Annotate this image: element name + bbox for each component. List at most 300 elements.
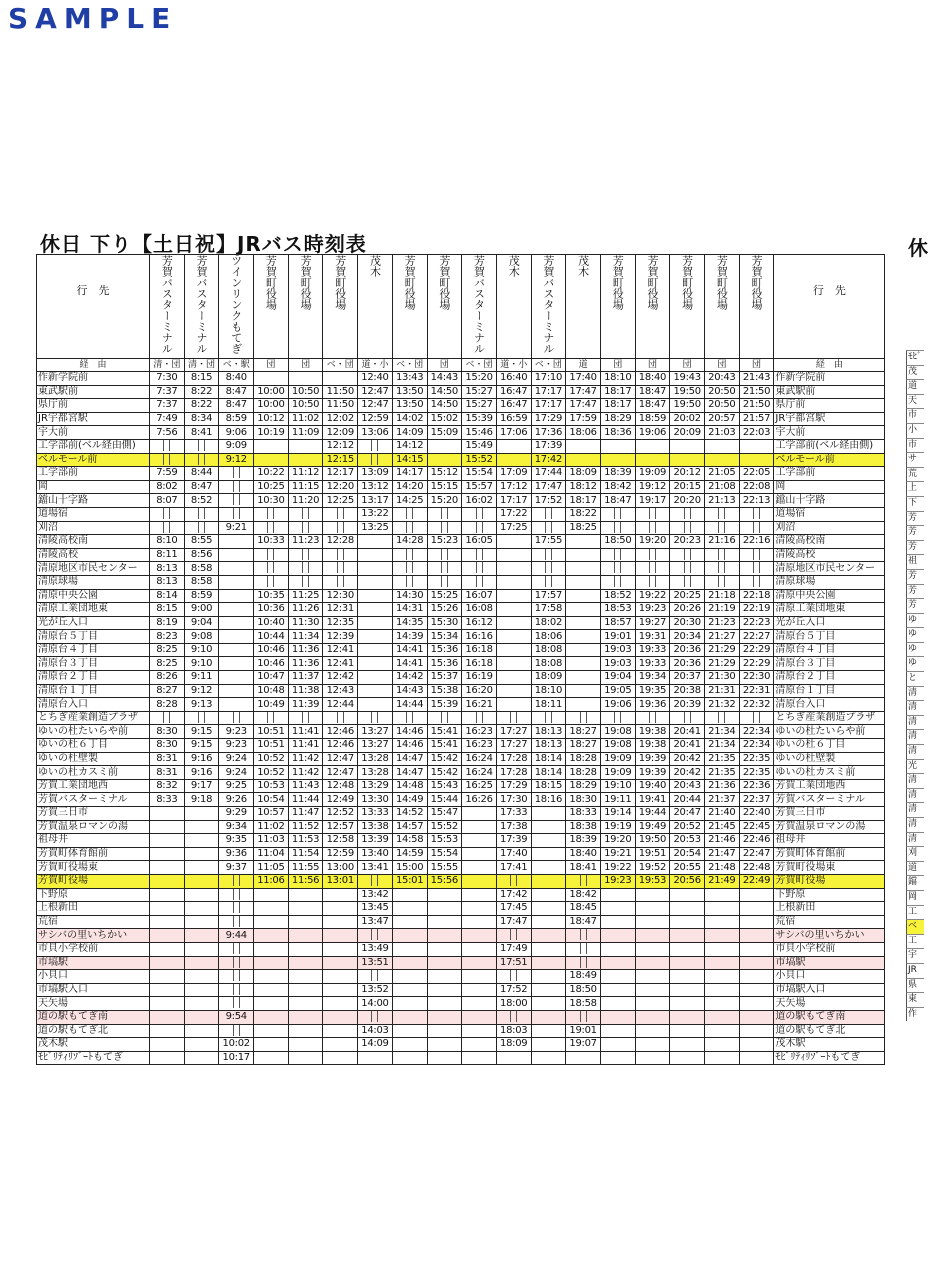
departure-time: 22:40 [739, 807, 774, 821]
departure-time [150, 997, 185, 1011]
departure-time [531, 807, 566, 821]
departure-time: 13:51 [358, 956, 393, 970]
departure-time: 12:42 [323, 671, 358, 685]
departure-time: 20:56 [670, 874, 705, 888]
stop-name-right: ゆいの杜６丁目 [774, 739, 885, 753]
departure-time: 9:17 [184, 779, 219, 793]
pass-through-mark [566, 929, 601, 943]
stop-name-right: 芳賀三日市 [774, 807, 885, 821]
departure-time: 10:57 [254, 807, 289, 821]
departure-time [462, 929, 497, 943]
departure-time: 11:53 [288, 834, 323, 848]
table-row [37, 1010, 885, 1024]
departure-time [635, 888, 670, 902]
departure-time: 18:40 [635, 372, 670, 386]
departure-time: 18:29 [600, 412, 635, 426]
pass-through-mark [219, 997, 254, 1011]
departure-time: 9:34 [219, 820, 254, 834]
pass-through-icon [233, 712, 240, 723]
next-page-stop-fragment: 鐺 [906, 875, 924, 890]
pass-through-icon [441, 576, 448, 587]
departure-time: 9:54 [219, 1010, 254, 1024]
departure-time: 20:55 [670, 861, 705, 875]
departure-time: 19:06 [600, 698, 635, 712]
pass-through-mark [219, 1024, 254, 1038]
departure-time: 22:29 [739, 657, 774, 671]
departure-time: 10:19 [254, 426, 289, 440]
pass-through-mark [739, 575, 774, 589]
departure-time: 17:47 [566, 385, 601, 399]
pass-through-icon [753, 562, 760, 573]
departure-time [288, 902, 323, 916]
table-row [37, 1038, 885, 1052]
departure-time: 10:25 [254, 480, 289, 494]
next-page-stop-fragment: 清 [906, 788, 924, 803]
departure-time [427, 997, 462, 1011]
departure-time [670, 1038, 705, 1052]
departure-time [254, 372, 289, 386]
departure-time: 12:35 [323, 616, 358, 630]
departure-time: 21:46 [705, 834, 740, 848]
departure-time: 18:13 [531, 725, 566, 739]
next-page-stop-fragment: 工 [906, 934, 924, 949]
stop-name-right: 道の駅もてぎ北 [774, 1024, 885, 1038]
pass-through-icon [267, 712, 274, 723]
pass-through-icon [580, 957, 587, 968]
departure-time: 12:09 [323, 426, 358, 440]
via-header-cell: 清・団 [150, 359, 185, 372]
departure-time [184, 847, 219, 861]
next-page-stop-fragment: 清 [906, 817, 924, 832]
departure-time: 11:05 [254, 861, 289, 875]
table-row [37, 480, 885, 494]
stop-name: 刈沼 [37, 521, 150, 535]
pass-through-icon [545, 549, 552, 560]
departure-time: 16:18 [462, 657, 497, 671]
departure-time [219, 684, 254, 698]
departure-time: 21:34 [705, 739, 740, 753]
departure-time [323, 372, 358, 386]
departure-time: 13:29 [358, 779, 393, 793]
departure-time [531, 888, 566, 902]
departure-time: 20:36 [670, 657, 705, 671]
pass-through-mark [288, 575, 323, 589]
departure-time [635, 902, 670, 916]
pass-through-icon [371, 454, 378, 465]
departure-time: 9:25 [219, 779, 254, 793]
departure-time [254, 1010, 289, 1024]
departure-time: 15:20 [462, 372, 497, 386]
table-row [37, 847, 885, 861]
page-title: 休日 下り【土日祝】JRバス時刻表 [40, 232, 367, 256]
destination-header-cell [705, 255, 740, 359]
departure-time [705, 915, 740, 929]
departure-time: 18:28 [566, 752, 601, 766]
departure-time [566, 616, 601, 630]
pass-through-mark [635, 562, 670, 576]
departure-time: 19:10 [600, 779, 635, 793]
pass-through-icon [476, 712, 483, 723]
destination-text: 茂木 [507, 255, 521, 277]
departure-time: 20:41 [670, 739, 705, 753]
departure-time: 9:44 [219, 929, 254, 943]
departure-time: 13:06 [358, 426, 393, 440]
departure-time [531, 1010, 566, 1024]
departure-time [358, 698, 393, 712]
departure-time [219, 589, 254, 603]
stop-name-right: 清原工業団地東 [774, 603, 885, 617]
departure-time [531, 1024, 566, 1038]
departure-time: 14:48 [392, 779, 427, 793]
pass-through-mark [600, 575, 635, 589]
departure-time: 20:50 [705, 385, 740, 399]
table-row [37, 861, 885, 875]
departure-time: 21:43 [739, 372, 774, 386]
departure-time: 20:54 [670, 847, 705, 861]
departure-time: 15:37 [427, 671, 462, 685]
departure-time: 14:00 [358, 997, 393, 1011]
departure-time: 18:12 [566, 480, 601, 494]
next-page-stop-fragment: 祖 [906, 554, 924, 569]
departure-time [739, 929, 774, 943]
departure-time: 17:39 [531, 439, 566, 453]
departure-time [705, 942, 740, 956]
departure-time: 19:43 [670, 372, 705, 386]
departure-time: 18:09 [566, 467, 601, 481]
stop-name: サシバの里いちかい [37, 929, 150, 943]
departure-time: 8:34 [184, 412, 219, 426]
departure-time [670, 1024, 705, 1038]
departure-time: 21:35 [705, 766, 740, 780]
departure-time: 9:15 [184, 725, 219, 739]
stop-name: 芳賀町体育館前 [37, 847, 150, 861]
departure-time [670, 956, 705, 970]
via-header-cell: ベ・団 [462, 359, 497, 372]
departure-time: 11:50 [323, 385, 358, 399]
departure-time: 8:14 [150, 589, 185, 603]
departure-time: 20:53 [670, 834, 705, 848]
departure-time [705, 956, 740, 970]
departure-time [219, 671, 254, 685]
departure-time [184, 807, 219, 821]
departure-time [531, 834, 566, 848]
departure-time: 20:47 [670, 807, 705, 821]
next-page-stop-fragment: 光 [906, 759, 924, 774]
table-row [37, 467, 885, 481]
departure-time: 21:03 [705, 426, 740, 440]
pass-through-icon [684, 549, 691, 560]
next-page-stop-fragment: ベ [906, 919, 924, 934]
stop-name: 芳賀工業団地西 [37, 779, 150, 793]
pass-through-mark [705, 711, 740, 725]
departure-time: 15:27 [462, 399, 497, 413]
departure-time [219, 603, 254, 617]
departure-time: 17:51 [496, 956, 531, 970]
departure-time [600, 1010, 635, 1024]
departure-time: 11:09 [288, 426, 323, 440]
pass-through-mark [705, 548, 740, 562]
departure-time: 19:50 [670, 399, 705, 413]
departure-time: 13:40 [358, 847, 393, 861]
departure-time: 22:47 [739, 847, 774, 861]
departure-time: 11:42 [288, 752, 323, 766]
departure-time: 13:00 [323, 861, 358, 875]
stop-name: 工学部前(ベル経由側) [37, 439, 150, 453]
pass-through-mark [219, 507, 254, 521]
departure-time: 19:50 [635, 834, 670, 848]
departure-time: 14:35 [392, 616, 427, 630]
destination-header-cell [531, 255, 566, 359]
departure-time: 13:47 [358, 915, 393, 929]
departure-time: 15:09 [427, 426, 462, 440]
departure-time: 12:57 [323, 820, 358, 834]
departure-time: 21:05 [705, 467, 740, 481]
departure-time [496, 575, 531, 589]
stop-name-right: 市塙駅入口 [774, 983, 885, 997]
pass-through-icon [441, 508, 448, 519]
departure-time [531, 1051, 566, 1065]
departure-time [392, 1051, 427, 1065]
departure-time: 18:10 [600, 372, 635, 386]
departure-time: 19:04 [600, 671, 635, 685]
departure-time: 9:24 [219, 752, 254, 766]
pass-through-icon [302, 549, 309, 560]
departure-time: 21:36 [705, 779, 740, 793]
departure-time [739, 453, 774, 467]
stop-name: 光が丘入口 [37, 616, 150, 630]
departure-time [496, 535, 531, 549]
stop-name: とちぎ産業創造プラザ [37, 711, 150, 725]
departure-time: 14:12 [392, 439, 427, 453]
pass-through-icon [718, 576, 725, 587]
departure-time [739, 1038, 774, 1052]
departure-time [254, 453, 289, 467]
pass-through-mark [566, 1010, 601, 1024]
departure-time: 15:02 [427, 412, 462, 426]
departure-time: 8:40 [219, 372, 254, 386]
pass-through-mark [496, 929, 531, 943]
departure-time [566, 548, 601, 562]
departure-time: 8:41 [184, 426, 219, 440]
pass-through-mark [566, 956, 601, 970]
table-row [37, 779, 885, 793]
pass-through-icon [718, 508, 725, 519]
departure-time [462, 807, 497, 821]
departure-time: 14:42 [392, 671, 427, 685]
departure-time: 19:39 [635, 752, 670, 766]
pass-through-mark [150, 453, 185, 467]
departure-time: 8:26 [150, 671, 185, 685]
stop-name: 上根新田 [37, 902, 150, 916]
pass-through-mark [670, 507, 705, 521]
departure-time [358, 671, 393, 685]
next-page-stop-fragment: 芳 [906, 598, 924, 613]
departure-time [600, 942, 635, 956]
pass-through-icon [267, 522, 274, 533]
departure-time: 14:44 [392, 698, 427, 712]
departure-time [288, 983, 323, 997]
departure-time [184, 970, 219, 984]
via-header-cell: ベ・団 [392, 359, 427, 372]
departure-time: 18:08 [531, 643, 566, 657]
via-label-left: 経 由 [37, 359, 150, 372]
stop-name-right: ゆいの杜カスミ前 [774, 766, 885, 780]
departure-time: 19:23 [600, 874, 635, 888]
departure-time [739, 915, 774, 929]
destination-header-cell [462, 255, 497, 359]
departure-time [150, 902, 185, 916]
departure-time: 20:42 [670, 766, 705, 780]
pass-through-icon [753, 522, 760, 533]
departure-time [288, 453, 323, 467]
departure-time [739, 970, 774, 984]
pass-through-icon [476, 576, 483, 587]
pass-through-icon [302, 522, 309, 533]
pass-through-mark [184, 507, 219, 521]
table-row [37, 453, 885, 467]
stop-name-right: ゆいの杜壁製 [774, 752, 885, 766]
departure-time [462, 1051, 497, 1065]
departure-time [705, 1010, 740, 1024]
departure-time: 13:12 [358, 480, 393, 494]
destination-text: 芳賀バスターミナル [160, 255, 174, 354]
departure-time [427, 453, 462, 467]
departure-time [184, 956, 219, 970]
departure-time: 19:14 [600, 807, 635, 821]
departure-time: 17:28 [496, 766, 531, 780]
departure-time: 9:12 [219, 453, 254, 467]
departure-time: 12:25 [323, 494, 358, 508]
stop-name: ゆいの杜６丁目 [37, 739, 150, 753]
table-row [37, 1051, 885, 1065]
departure-time: 22:45 [739, 820, 774, 834]
stop-name-right: 清原球場 [774, 575, 885, 589]
pass-through-mark [566, 711, 601, 725]
departure-time: 14:50 [427, 399, 462, 413]
table-row [37, 684, 885, 698]
departure-time: 20:39 [670, 698, 705, 712]
stop-name: 芳賀温泉ロマンの湯 [37, 820, 150, 834]
departure-time [392, 956, 427, 970]
departure-time: 21:30 [705, 671, 740, 685]
next-page-stop-fragment: 市 [906, 408, 924, 423]
departure-time: 18:14 [531, 766, 566, 780]
departure-time: 18:25 [566, 521, 601, 535]
stop-name-right: 芳賀町役場東 [774, 861, 885, 875]
departure-time: 18:53 [600, 603, 635, 617]
departure-time [288, 997, 323, 1011]
departure-time [427, 439, 462, 453]
departure-time [566, 657, 601, 671]
pass-through-icon [302, 576, 309, 587]
pass-through-icon [337, 549, 344, 560]
departure-time [150, 915, 185, 929]
departure-time: 17:38 [496, 820, 531, 834]
departure-time [635, 983, 670, 997]
departure-time: 11:02 [254, 820, 289, 834]
next-page-stop-fragment: ゆ [906, 627, 924, 642]
pass-through-mark [254, 711, 289, 725]
pass-through-icon [510, 875, 517, 886]
next-page-stop-fragment: 芳 [906, 584, 924, 599]
pass-through-icon [649, 522, 656, 533]
departure-time: 11:41 [288, 739, 323, 753]
departure-time: 12:43 [323, 684, 358, 698]
pass-through-icon [510, 712, 517, 723]
departure-time [392, 1010, 427, 1024]
departure-time: 12:46 [323, 739, 358, 753]
table-row [37, 385, 885, 399]
departure-time: 13:33 [358, 807, 393, 821]
table-row [37, 820, 885, 834]
stop-name: ベルモール前 [37, 453, 150, 467]
next-page-stop-fragment: 下 [906, 496, 924, 511]
departure-time [288, 929, 323, 943]
table-row [37, 494, 885, 508]
next-page-stop-fragment: 清 [906, 773, 924, 788]
pass-through-mark [635, 575, 670, 589]
table-row [37, 874, 885, 888]
pass-through-mark [150, 507, 185, 521]
departure-time [288, 970, 323, 984]
pass-through-icon [267, 549, 274, 560]
departure-time: 21:49 [705, 874, 740, 888]
departure-time: 21:13 [705, 494, 740, 508]
pass-through-icon [198, 508, 205, 519]
departure-time [670, 929, 705, 943]
departure-time [462, 942, 497, 956]
pass-through-mark [600, 507, 635, 521]
via-header-cell: 団 [600, 359, 635, 372]
via-header-cell: 団 [254, 359, 289, 372]
departure-time: 9:29 [219, 807, 254, 821]
stop-name: 清原台１丁目 [37, 684, 150, 698]
table-row [37, 902, 885, 916]
table-row [37, 657, 885, 671]
stop-name: 鐺山十字路 [37, 494, 150, 508]
departure-time: 22:05 [739, 467, 774, 481]
pass-through-icon [302, 508, 309, 519]
stop-name-right: 清原台４丁目 [774, 643, 885, 657]
stop-name-right: 岡 [774, 480, 885, 494]
next-page-stop-fragment: 市 [906, 438, 924, 453]
next-page-title-fragment: 休 [908, 236, 928, 260]
stop-name-right: 工学部前 [774, 467, 885, 481]
pass-through-mark [705, 521, 740, 535]
stop-name: ゆいの杜たいらや前 [37, 725, 150, 739]
table-row [37, 752, 885, 766]
departure-time [739, 956, 774, 970]
via-header-cell: 道・小 [496, 359, 531, 372]
pass-through-icon [441, 522, 448, 533]
pass-through-icon [163, 508, 170, 519]
departure-time: 15:54 [462, 467, 497, 481]
pass-through-mark [323, 711, 358, 725]
stop-name-right: 清原台３丁目 [774, 657, 885, 671]
next-page-stop-fragment: 小 [906, 423, 924, 438]
departure-time: 15:30 [427, 616, 462, 630]
departure-time: 11:02 [288, 412, 323, 426]
departure-time: 9:16 [184, 766, 219, 780]
departure-time: 21:27 [705, 630, 740, 644]
pass-through-mark [323, 548, 358, 562]
departure-time: 10:00 [254, 385, 289, 399]
departure-time [427, 1051, 462, 1065]
pass-through-icon [614, 549, 621, 560]
departure-time: 18:03 [496, 1024, 531, 1038]
departure-time [323, 1038, 358, 1052]
departure-time: 22:29 [739, 643, 774, 657]
